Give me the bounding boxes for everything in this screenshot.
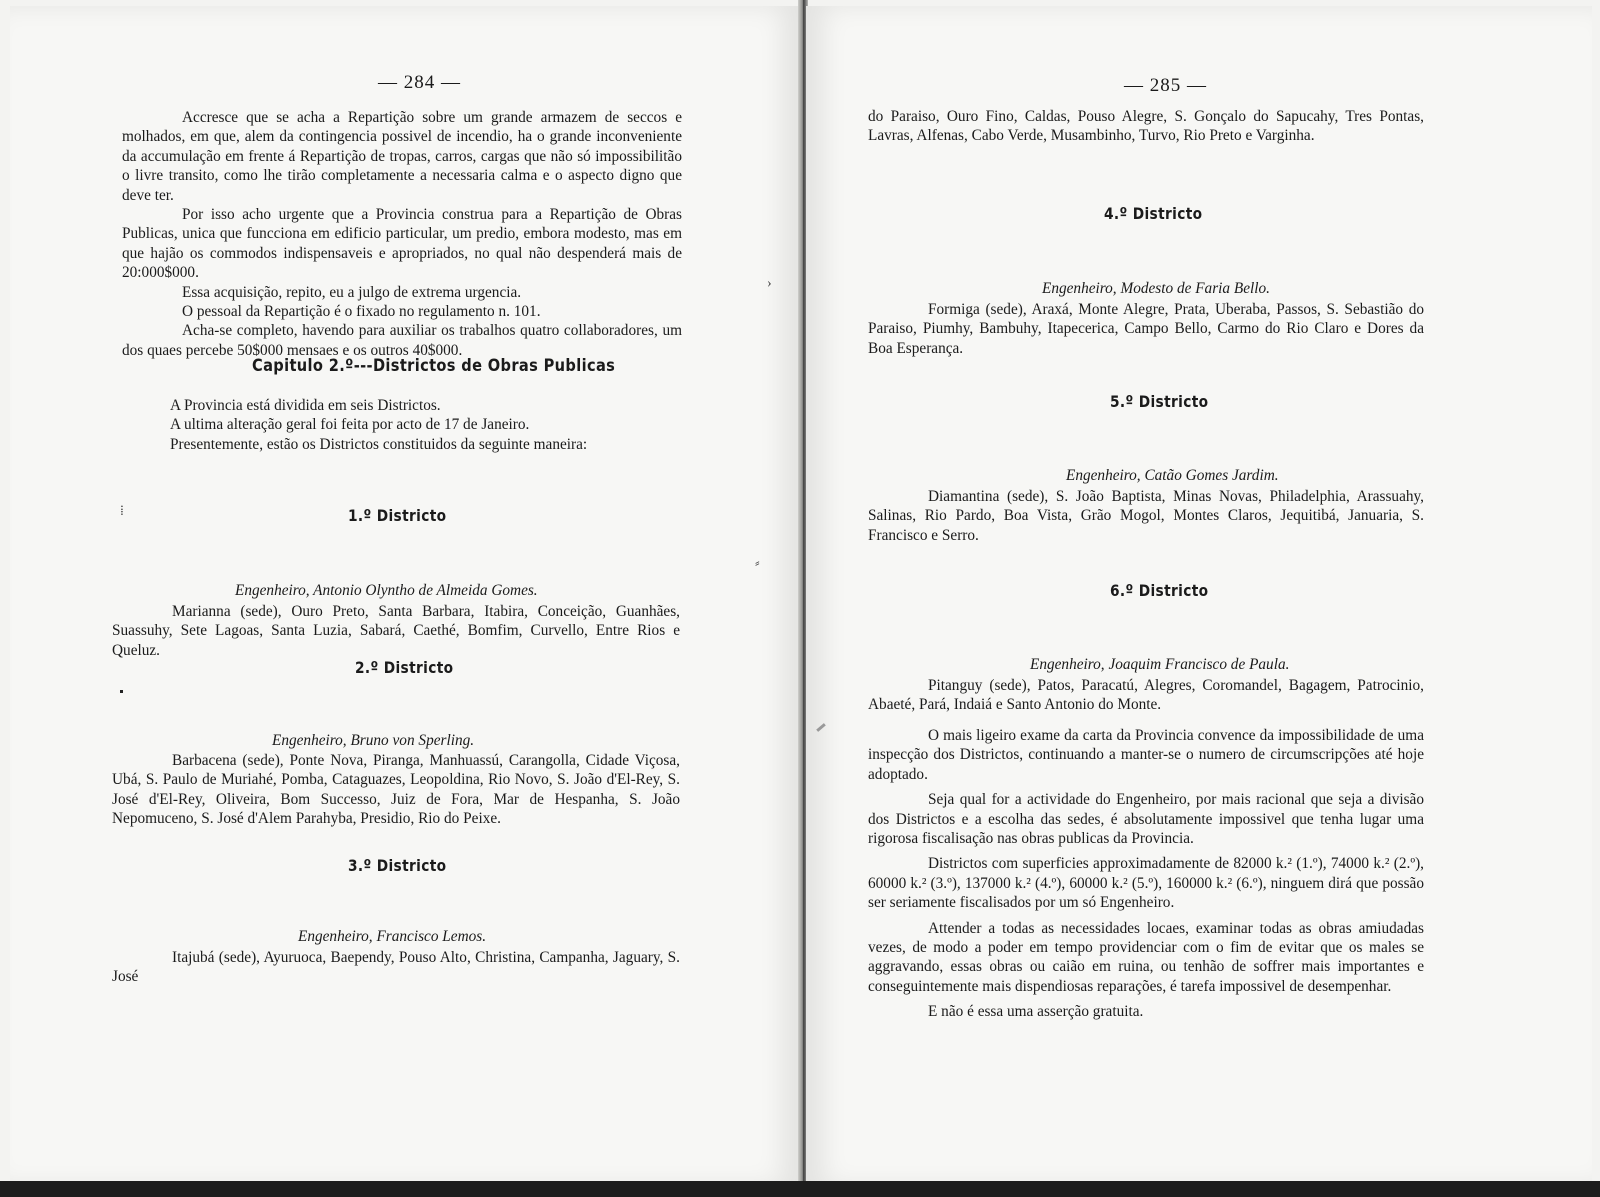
district-3-engineer: Engenheiro, Francisco Lemos. [298,928,487,945]
paragraph: Presentemente, estão os Districtos constituidos da seguinte maneira: [170,435,588,453]
left-page-number: — 284 — [378,72,461,93]
margin-mark: › [767,276,772,291]
district-2-title: 2.º Districto [355,658,454,677]
district-6-engineer: Engenheiro, Joaquim Francisco de Paula. [1030,656,1290,673]
paragraph: A Provincia está dividida em seis Districtos. [170,397,441,414]
left-intro-text [122,108,682,360]
district-2-places [112,751,680,829]
places-text: Diamantina (sede), S. João Baptista, Minas Novas, Philadelphia, Arassuahy, Salinas, Rio Pardo, Boa Vista, Grão Mogol, Montes Claros, Jequitibá, Januaria, S. Francisco e Serro. [868,488,1424,544]
paragraph: A ultima alteração geral foi feita por acto de 17 de Janeiro. [170,416,530,434]
continuation-text [868,107,1424,146]
paragraph: Essa acquisição, repito, eu a julgo de extrema urgencia. [182,283,522,301]
paragraph: O pessoal da Repartição é o fixado no regulamento n. 101. [182,303,541,321]
district-1-places [112,602,680,660]
district-4-places [868,300,1424,358]
right-page-number: — 285 — [1124,75,1207,96]
places-text: Marianna (sede), Ouro Preto, Santa Barbara, Itabira, Conceição, Guanhães, Suassuhy, Sete Lagoas, Santa Luzia, Sabará, Caethé, Bomfim, Curvello, Entre Rios e Queluz. [112,603,680,659]
paragraph: do Paraiso, Ouro Fino, Caldas, Pouso Alegre, S. Gonçalo do Sapucahy, Tres Pontas, Lavras, Alfenas, Cabo Verde, Musambinho, Turvo, Rio Preto e Varginha. [868,108,1424,145]
chapter-title: Capitulo 2.º---Districtos de Obras Publicas [252,356,616,376]
paragraph: E não é essa uma asserção gratuita. [928,1003,1144,1021]
district-5-engineer: Engenheiro, Catão Gomes Jardim. [1066,467,1279,484]
district-6-places [868,676,1424,715]
closing-text [868,726,1424,1022]
district-6-title: 6.º Districto [1110,581,1209,600]
places-text: Barbacena (sede), Ponte Nova, Piranga, Manhuassú, Carangolla, Cidade Viçosa, Ubá, S. Paulo de Muriahé, Pomba, Cataguazes, Leopoldina, Rio Novo, S. João d'El-Rey, S. José d'El-Rey, Oliveira, Bom Successo, Juiz de Fora, Mar de Hespanha, S. João Nepomuceno, S. José d'Alem Parahyba, Presidio, Rio do Peixe. [112,752,680,828]
district-3-title: 3.º Districto [348,856,447,875]
margin-mark: ⸗ [755,556,760,571]
paragraph: Accresce que se acha a Repartição sobre um grande armazem de seccos e molhados, em que, alem da contingencia possivel de incendio, ha o grande inconveniente da accumulação em frente á Repartição de tropas, carros, cargas que não só impossibilitão o livre transito, como lhe tirão completamente a necessaria calma e o aspecto digno que deve ter. [122,109,682,204]
ink-speck [816,723,826,732]
right-page [806,6,1592,1186]
places-text: Itajubá (sede), Ayuruoca, Baependy, Pouso Alto, Christina, Campanha, Jaguary, S. José [112,949,680,986]
paragraph: Districtos com superficies approximadamente de 82000 k.² (1.º), 74000 k.² (2.º), 60000 k.² (3.º), 137000 k.² (4.º), 60000 k.² (5.º), 160000 k.² (6.º), ninguem dirá que possão ser seriamente fiscalisados por um só Engenheiro. [868,855,1424,912]
district-1-engineer: Engenheiro, Antonio Olyntho de Almeida Gomes. [235,582,538,599]
paragraph: Attender a todas as necessidades locaes, examinar todas as obras amiudadas vezes, de modo a poder em tempo providenciar com o fim de evitar que os males se aggravando, essas obras ou caião em ruina, ou tenhão de soffrer mais importantes e conseguintemente mais dispendiosas reparações, é tarefa impossivel de desempenhar. [868,919,1424,995]
places-text: Formiga (sede), Araxá, Monte Alegre, Prata, Uberaba, Passos, S. Sebastião do Paraiso, Piumhy, Bambuhy, Itapecerica, Campo Bello, Carmo do Rio Claro e Dores da Boa Esperança. [868,301,1424,357]
district-3-places [112,948,680,987]
paragraph: Por isso acho urgente que a Provincia construa para a Repartição de Obras Publicas, unica que funcciona em edificio particular, um predio, embora modesto, mas em que hajão os commodos indispensaveis e apropriados, no qual não despenderá mais de 20:000$000. [122,206,682,282]
district-4-engineer: Engenheiro, Modesto de Faria Bello. [1042,280,1270,297]
chapter-intro [170,396,670,454]
left-page [10,6,800,1186]
district-5-places [868,487,1424,545]
paragraph: Seja qual for a actividade do Engenheiro, por mais racional que seja a divisão dos Districtos e a escolha das sedes, é absolutamente impossivel que tenha lugar uma rigorosa fiscalisação nas obras publicas da Provincia. [868,791,1424,848]
district-1-title: 1.º Districto [348,506,447,525]
scan-bottom-edge [0,1181,1600,1197]
district-2-engineer: Engenheiro, Bruno von Sperling. [272,732,475,749]
district-4-title: 4.º Districto [1104,204,1203,223]
ink-speck [120,690,123,693]
places-text: Pitanguy (sede), Patos, Paracatú, Alegres, Coromandel, Bagagem, Patrocinio, Abaeté, Pará, Indaiá e Santo Antonio do Monte. [868,677,1424,714]
paragraph: Acha-se completo, havendo para auxiliar os trabalhos quatro collaboradores, um dos quaes percebe 50$000 mensaes e os outros 40$000. [122,322,682,359]
paragraph: O mais ligeiro exame da carta da Provincia convence da impossibilidade de uma inspecção dos Districtos, continuando a manter-se o numero de circumscripções até hoje adoptado. [868,727,1424,783]
margin-mark: ⁞ [120,504,124,519]
district-5-title: 5.º Districto [1110,392,1209,411]
